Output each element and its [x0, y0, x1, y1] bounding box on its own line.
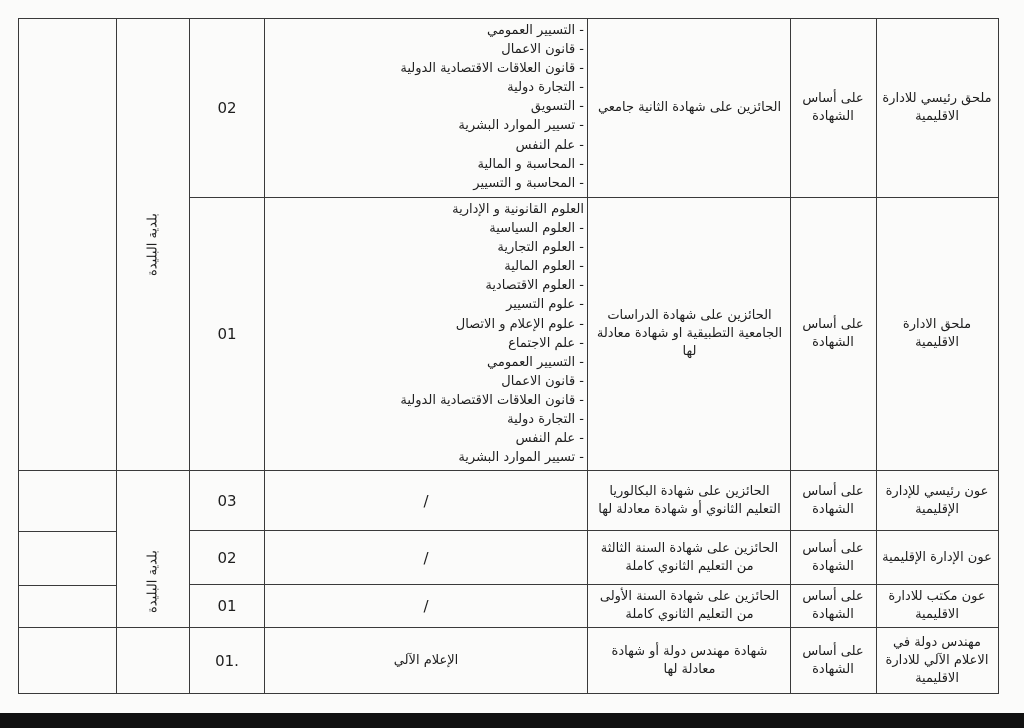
column-divider	[790, 18, 791, 694]
rank-cell: مهندس دولة في الاعلام الآلي للادارة الاقليمية	[885, 634, 989, 686]
specialty-item: - العلوم المالية	[504, 259, 584, 275]
qualification-cell: الحائزين على شهادة السنة الأولى من التعليم الثانوي كاملة	[599, 589, 780, 622]
specialty-item: العلوم القانونية و الإدارية	[452, 202, 584, 217]
specialty-item: - التسيير العمومي	[487, 23, 584, 38]
specialty-item: - التسيير العمومي	[487, 354, 584, 370]
method-cell: على أساس الشهادة	[802, 483, 864, 517]
positions-cell: 02	[217, 99, 237, 117]
specialty-list	[400, 200, 584, 467]
specialty-cell: /	[423, 597, 429, 615]
specialty-item: - تسيير الموارد البشرية	[458, 118, 584, 134]
specialty-item: - علم النفس	[515, 431, 584, 447]
method-cell: على أساس الشهادة	[802, 317, 864, 350]
rank-cell: عون مكتب للادارة الاقليمية	[888, 589, 986, 622]
row-divider	[18, 531, 116, 532]
specialty-cell: /	[423, 491, 429, 510]
specialty-item: - علم الاجتماع	[508, 335, 584, 351]
municipality-cell: بلدية البليدة	[145, 550, 161, 614]
rank-cell: ملحق رئيسي للادارة الاقليمية	[882, 91, 992, 124]
specialty-item: - قانون الاعمال	[501, 373, 584, 389]
specialty-item: - التجارة دولية	[507, 80, 584, 96]
specialty-cell: الإعلام الآلي	[393, 652, 459, 668]
column-divider	[587, 18, 588, 694]
specialty-item: - التسويق	[530, 99, 584, 115]
qualification-cell: شهادة مهندس دولة أو شهادة معادلة لها	[611, 643, 768, 677]
qualification-cell: الحائزين على شهادة البكالوريا التعليم الثانوي أو شهادة معادلة لها	[598, 483, 781, 517]
specialty-item: - علوم الإعلام و الاتصال	[455, 316, 584, 332]
municipality-cell: بلدية البليدة	[145, 213, 161, 276]
specialty-item: - العلوم الاقتصادية	[485, 278, 584, 294]
specialty-item: - قانون العلاقات الاقتصادية الدولية	[400, 392, 584, 408]
specialty-item: - قانون العلاقات الاقتصادية الدولية	[400, 61, 584, 77]
method-cell: على أساس الشهادة	[802, 540, 864, 574]
method-cell: على أساس الشهادة	[802, 589, 864, 622]
rank-cell: ملحق الادارة الاقليمية	[902, 317, 972, 350]
row-divider	[18, 693, 998, 694]
method-cell: على أساس الشهادة	[802, 91, 864, 124]
qualification-cell: الحائزين على شهادة السنة الثالثة من التعليم الثانوي كاملة	[600, 540, 779, 574]
method-cell: على أساس الشهادة	[802, 643, 864, 677]
positions-cell: 01	[217, 597, 237, 615]
rank-cell: عون رئيسي للإدارة الإقليمية	[885, 483, 989, 517]
positions-cell: 01	[217, 325, 237, 343]
column-divider	[876, 18, 877, 694]
row-divider	[18, 585, 116, 586]
positions-cell: 03	[217, 491, 237, 510]
column-divider	[18, 18, 19, 694]
specialty-item: - قانون الاعمال	[501, 42, 584, 58]
specialty-item: - المحاسبة و المالية	[477, 156, 584, 172]
positions-cell: 02	[217, 548, 237, 567]
specialty-list	[400, 21, 584, 193]
specialty-item: - العلوم السياسية	[489, 221, 584, 237]
specialty-item: - العلوم التجارية	[497, 240, 584, 256]
specialty-item: - التجارة دولية	[507, 412, 584, 428]
specialty-item: - علوم التسيير	[506, 297, 584, 313]
column-divider	[998, 18, 999, 694]
specialty-cell: /	[423, 548, 429, 567]
qualification-cell: الحائزين على شهادة الثانية جامعي	[597, 100, 782, 115]
scan-edge-bar	[0, 713, 1024, 728]
specialty-item: - تسيير الموارد البشرية	[458, 450, 584, 466]
qualification-cell: الحائزين على شهادة الدراسات الجامعية التطبيقية او شهادة معادلة لها	[596, 308, 783, 359]
positions-cell: 01.	[215, 651, 239, 670]
rank-cell: عون الإدارة الإقليمية	[882, 549, 992, 565]
specialty-item: - علم النفس	[515, 137, 584, 153]
specialty-item: - المحاسبة و التسيير	[473, 175, 584, 191]
